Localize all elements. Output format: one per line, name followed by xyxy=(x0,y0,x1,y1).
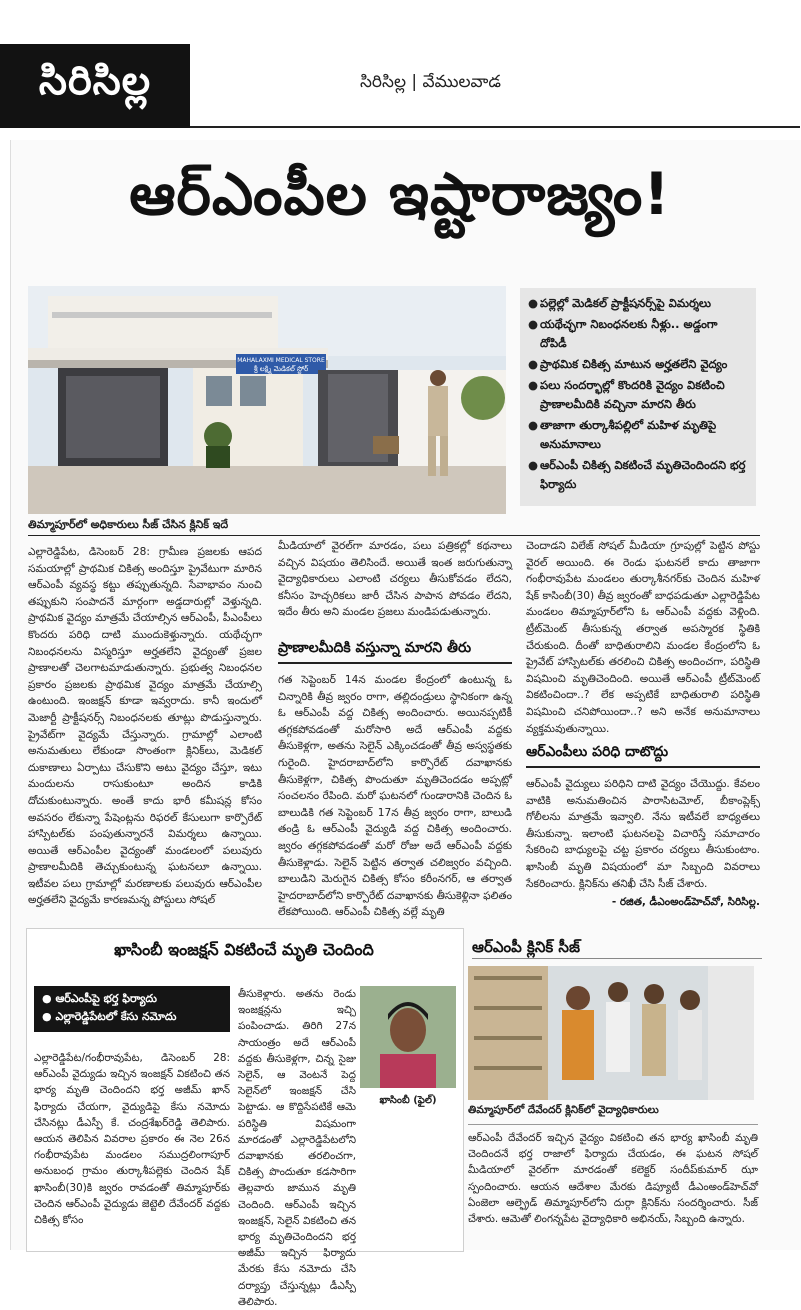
victim-photo-caption: ఖాసింబీ (ఫైల్) xyxy=(379,1095,437,1106)
section-masthead: సిరిసిల్ల xyxy=(0,44,190,128)
story2-bullet: ● ఎల్లారెడ్డిపేటలో కేసు నమోదు xyxy=(42,1010,177,1023)
story2-title: ఖాసింబీ ఇంజక్షన్ వికటించే మృతి చెందింది xyxy=(114,940,374,959)
bullet-icon: ● xyxy=(528,317,539,331)
highlight-item: ● తాజాగా తుర్కాశీపల్లిలో మహిళ మృతిపై అనుమానాలు xyxy=(528,416,748,454)
subheading-1: ప్రాణాలమీదికి వస్తున్నా మారని తీరు xyxy=(278,640,472,656)
bullet-icon: ● xyxy=(42,1010,56,1023)
article-text: ఎల్లారెడ్డిపేట, డిసెంబర్ 28: గ్రామీణ ప్రజలకు ఆపద సమయాల్లో ప్రాథమిక చికిత్స అందిస్తూ ప్రైవేటుగా మారిన ఆర్‌ఎంపీ వ్యవస్థ కట్టు తప్పుతున్నది. సేవాభావం నుంచి తప్పుకుని సంపాదనే మార్గంగా అడ్డదారుల్లో వెళ్తున్నది. ప్రాథమిక వైద్యం మాత్రమే చేయాల్సిన ఆర్‌ఎంపీ, పీఎంపీలు కొందరు పరిధి దాటి ముందుకెళ్తున్నారు. యథేచ్ఛగా నిబంధనలను విస్మరిస్తూ అర్హతలేని వైద్యంతో ప్రజల ప్రాణాలతో చెలగాటమాడుతున్నారు. ప్రభుత్వ నిబంధనల ప్రకారం ప్రజలకు ప్రాథమిక వైద్యం మాత్రమే చేయాల్సి ఉంటుంది. ఇంజక్షన్ కూడా ఇవ్వరాదు. కానీ ఇందులో మెజార్టీ ప్రాక్టీషనర్స్ నిబంధనలకు తూట్లు పొడుస్తున్నారు. ప్రైవేట్‌గా వైద్యమే చేస్తున్నారు. గ్రామాల్లో ఎలాంటి అనుమతులు లేకుండా సొంతంగా క్లినిక్‌లు, మెడికల్ దుకాణాలు ఏర్పాటు చేసుకొని అటు వైద్యం చేస్తూ, ఇటు మందులను రాసుకుంటూ అందిన కాడికి దోచుకుంటున్నారు. అంతే కాదు భారీ కమీషన్ల కోసం అవసరం లేకున్నా పేషెంట్లను రిఫరల్ కేసులుగా కార్పొరేట్ హాస్పిటల్‌కు పంపుతున్నారనే విమర్శలు ఉన్నాయి. అయితే ఆర్‌ఎంపీల వైద్యంతో మండలంలో పలువురు ప్రాణాలమీదికి తెచ్చుకుంటున్న ఘటనలూ ఉన్నాయి. ఇటీవల పలు గ్రామాల్లో మరణాలకు పలువురు ఆర్‌ఎంపీల అర్హతలేని వైద్యమే కారణమన్న పోస్టులు సోషల్ xyxy=(28,546,262,907)
inspection-photo-caption: తిమ్మాపూర్‌లో దేవేందర్ క్లినిక్‌లో వైద్యాధికారులు xyxy=(468,1104,659,1116)
bullet-icon: ● xyxy=(528,296,539,310)
article-text: ఆర్‌ఎంపీ వైద్యులు పరిధిని దాటి వైద్యం చేయొద్దు. కేవలం వాటికి అనుమతించిన పారాసిటమోల్, బీకాంప్లెక్స్ గోలీలను మాత్రమే ఇవ్వాలి. నేను ఇటీవలే బాధ్యతలు తీసుకున్నా. ఇలాంటి ఘటనలపై విచారిస్తే సమాచారం సేకరించి బాధ్యులపై చట్ట ప్రకారం చర్యలు తీసుకుంటాం. ఖాసింబీ మృతి విషయంలో మా సిబ్బంది వివరాలు సేకరించారు. క్లినిక్‌ను తనిఖీ చేసి సీజ్ చేశారు. xyxy=(526,778,760,890)
section-subtitle: సిరిసిల్ల | వేములవాడ xyxy=(360,72,501,92)
story3-text-block xyxy=(468,1130,758,1244)
clinic-sign-te: శ్రీ లక్ష్మి మెడికల్ స్టోర్ xyxy=(253,365,309,373)
article-text: గత సెప్టెంబర్ 14న మండల కేంద్రంలో ఉంటున్న ఓ చిన్నారికి తీవ్ర జ్వరం రాగా, తల్లిదండ్రులు స్థానికంగా ఉన్న ఓ ఆర్‌ఎంపీ వద్ద చికిత్స అందించారు. అయినప్పటికీ తగ్గకపోవడంతో మరోసారి అదే ఆర్‌ఎంపీ వద్దకు తీసుకెళ్లగా, అతను సెలైన్ ఎక్కించడంతో తీవ్ర అస్వస్థతకు గురైంది. హైదరాబాద్‌లోని కార్పొరేట్ దవాఖానకు తీసుకెళ్లగా, చికిత్స పొందుతూ మృతిచెందడం అప్పట్లో సంచలనం రేపింది. మరో ఘటనలో గుండారానికి చెందిన ఓ బాలుడికి గత సెప్టెంబర్ 17న తీవ్ర జ్వరం రాగా, బాలుడి తండ్రి ఓ ఆర్‌ఎంపీ వైద్యుడి వద్ద చికిత్స అందించారు. జ్వరం తగ్గకపోవడంతో మరో రోజు అదే ఆర్‌ఎంపీ వద్దకు తీసుకెళ్లాడు. సెలైన్ పెట్టిన తర్వాత చలిజ్వరం వచ్చింది. బాలుడిని మెరుగైన చికిత్స కోసం కరీంనగర్, ఆ తర్వాత హైదరాబాద్‌లోని కార్పొరేట్ దవాఖానకు తీసుకెళ్లినా ఫలితం లేకపోయింది. ఆర్‌ఎంపీ చికిత్స వల్లే మృతి xyxy=(278,674,512,919)
highlight-item: ● యథేచ్ఛగా నిబంధనలకు నీళ్లు.. అడ్డంగా దోపిడీ xyxy=(528,315,748,353)
clinic-photo-illustration xyxy=(28,286,506,514)
caption-rule xyxy=(28,535,760,536)
story2-text: తీసుకెళ్లారు. అతను రెండు ఇంజక్షన్లను ఇచ్చి పంపించాడు. తిరిగి 27న సాయంత్రం అదే ఆర్‌ఎంపీ వద్దకు తీసుకెళ్లగా, చిన్న సైజు సెలైన్, ఆ వెంటనే పెద్ద సెలైన్‌లో ఇంజక్షన్ చేసి పెట్టాడు. ఆ కొద్దిసేపటికే ఆమె పరిస్థితి విషమంగా మారడంతో ఎల్లారెడ్డిపేటలోని దవాఖానకు తరలించగా, చికిత్స పొందుతూ కడసారిగా తెల్లవారు జామున మృతి చెందింది. ఆర్‌ఎంపీ ఇచ్చిన ఇంజక్షన్, సెలైన్ వికటించి తన భార్య మృతిచెందిందని భర్త అజీమ్ ఇచ్చిన ఫిర్యాదు మేరకు కేసు నమోదు చేసి దర్యాప్తు చేస్తున్నట్లు డీఎస్పీ తెలిపారు. xyxy=(238,988,356,1308)
headline: ఆర్‌ఎంపీల ఇష్టారాజ్యం! xyxy=(129,160,671,228)
bullet-icon: ● xyxy=(528,418,539,432)
story3-caption-rule xyxy=(468,1124,758,1125)
article-text: చెందాడని విలేజ్ సోషల్ మీడియా గ్రూపుల్లో పెట్టిన పోస్టు వైరల్ అయింది. ఈ రెండు ఘటనలే కాదు తాజాగా గంభీరావుపేట మండలం తుర్కాశీనగర్‌కు చెందిన మహిళ షేక్ కాసింబీ(30) తీవ్ర జ్వరంతో బాధపడుతూ ఎల్లారెడ్డిపేట మండలం తిమ్మాపూర్‌లోని ఓ ఆర్‌ఎంపీ వద్దకు వెళ్లింది. ట్రీట్‌మెంట్ తీసుకున్న తర్వాత అపస్మారక స్థితికి చేరుకుంది. దీంతో బాధితురాలిని మండల కేంద్రంలోని ఓ ప్రైవేట్ హాస్పిటల్‌కు తరలించి చికిత్స అందించగా, పరిస్థితి విషమించి మృతిచెందింది. అయితే ఆర్‌ఎంపీ ట్రీట్‌మెంట్ వికటించిందా..? లేక అప్పటికే బాధితురాలి పరిస్థితి విషమించి చనిపోయిందా..? అని అనేక అనుమానాలు వ్యక్తమవుతున్నాయి. xyxy=(526,540,760,735)
bullet-icon: ● xyxy=(528,357,539,371)
story3-rule xyxy=(472,958,762,959)
subheading-rule xyxy=(278,662,512,664)
clinic-sign-en: MAHALAXMI MEDICAL STORE xyxy=(237,357,325,364)
article-column-3b xyxy=(526,776,760,890)
masthead-rule xyxy=(190,126,800,128)
clinic-photo xyxy=(28,286,506,514)
story2-text: ఎల్లారెడ్డిపేట/గంభీరావుపేట, డిసెంబర్ 28: ఆర్‌ఎంపీ వైద్యుడు ఇచ్చిన ఇంజక్షన్ వికటించి తన భార్య మృతి చెందిందని భర్త అజీమ్ ఖాన్ ఫిర్యాదు చేయగా, వైద్యుడిపై కేసు నమోదు చేసినట్లు డీఎస్పీ కే. చంద్రశేఖర్‌రెడ్డి తెలిపారు. ఆయన తెలిపిన వివరాల ప్రకారం ఈ నెల 26న గంభీరావుపేట మండలం సముద్రలింగాపూర్ అనుబంధ గ్రామం తుర్కాశీపల్లెకు చెందిన షేక్ ఖాసింబీ(30)కి జ్వరం రావడంతో తిమ్మాపూర్‌కు చెందిన ఆర్‌ఎంపీ వైద్యుడు జెట్టెలి దేవేందర్ వద్దకు చికిత్స కోసం xyxy=(34,1052,230,1227)
victim-photo xyxy=(360,986,456,1088)
article-column-2a xyxy=(278,538,512,632)
clinic-photo-caption: తిమ్మాపూర్‌లో అధికారులు సీజ్ చేసిన క్లినిక్ ఇదే xyxy=(28,518,229,531)
bullet-icon: ● xyxy=(528,458,539,472)
article-column-2b xyxy=(278,672,512,919)
highlight-item: ● పలు సందర్భాల్లో కొందరికి వైద్యం వికటించి ప్రాణాలమీదికి వచ్చినా మారని తీరు xyxy=(528,376,748,414)
inspection-photo-illustration xyxy=(468,966,754,1100)
highlights-box xyxy=(520,288,756,506)
victim-photo-illustration xyxy=(360,986,456,1088)
story2-column-1 xyxy=(34,1050,230,1246)
highlight-item: ● ఆర్‌ఎంపీ చికిత్స వికటించే మృతిచెందిందని భర్త ఫిర్యాదు xyxy=(528,456,748,494)
article-text: మీడియాలో వైరల్‌గా మారడం, పలు పత్రికల్లో కథనాలు వచ్చిన విషయం తెలిసిందే. అయితే ఇంత జరుగుతున్నా వైద్యాధికారులు ఎలాంటి చర్యలు తీసుకోవడం లేదని, కనీసం హెచ్చరికలు జారీ చేసిన పాపాన పోవడం లేదని, ఇదేం తీరు అని మండల ప్రజలు మండిపడుతున్నారు. xyxy=(278,540,512,619)
subheading-2: ఆర్‌ఎంపీలు పరిధి దాటొద్దు xyxy=(526,744,669,760)
byline: - రజిత, డీఎంఅండ్‌హెచ్‌వో, సిరిసిల్ల. xyxy=(611,896,760,908)
highlight-item: ● పల్లెల్లో మెడికల్ ప్రాక్టీషనర్స్‌పై విమర్శలు xyxy=(528,294,748,313)
bullet-icon: ● xyxy=(42,992,56,1005)
subheading-rule xyxy=(526,766,760,768)
article-column-3a xyxy=(526,538,760,735)
highlight-item: ● ప్రాథమిక చికిత్స మాటున అర్హతలేని వైద్యం xyxy=(528,355,748,374)
story2-column-2 xyxy=(238,986,356,1308)
story2-bullet: ● ఆర్‌ఎంపీపై భర్త ఫిర్యాదు xyxy=(42,992,157,1005)
bullet-icon: ● xyxy=(528,378,539,392)
story3-text: ఆర్‌ఎంపీ దేవేందర్ ఇచ్చిన వైద్యం వికటించి తన భార్య ఖాసింబీ మృతి చెందిందనే భర్త రాజాలో ఫిర్యాదు చేయడం, ఈ ఘటన సోషల్ మీడియాలో వైరల్‌గా మారడంతో కలెక్టర్ సందీప్‌కుమార్ ఝా స్పందించారు. ఆయన ఆదేశాల మేరకు డిప్యూటీ డీఎంఅండ్‌హెచ్‌వో ఏంజెలా ఆల్ఫ్రెడ్ తిమ్మాపూర్‌లోని దుర్గా క్లినిక్‌ను సందర్శించారు. సీజ్ చేశారు. ఆమెతో లింగన్నపేట వైద్యాధికారి అభినయ్, సిబ్బంది ఉన్నారు. xyxy=(468,1132,758,1226)
article-column-1 xyxy=(28,544,262,914)
story2-bullets xyxy=(34,986,230,1032)
inspection-photo xyxy=(468,966,754,1100)
story3-title: ఆర్‌ఎంపీ క్లినిక్ సీజ్ xyxy=(472,938,580,956)
